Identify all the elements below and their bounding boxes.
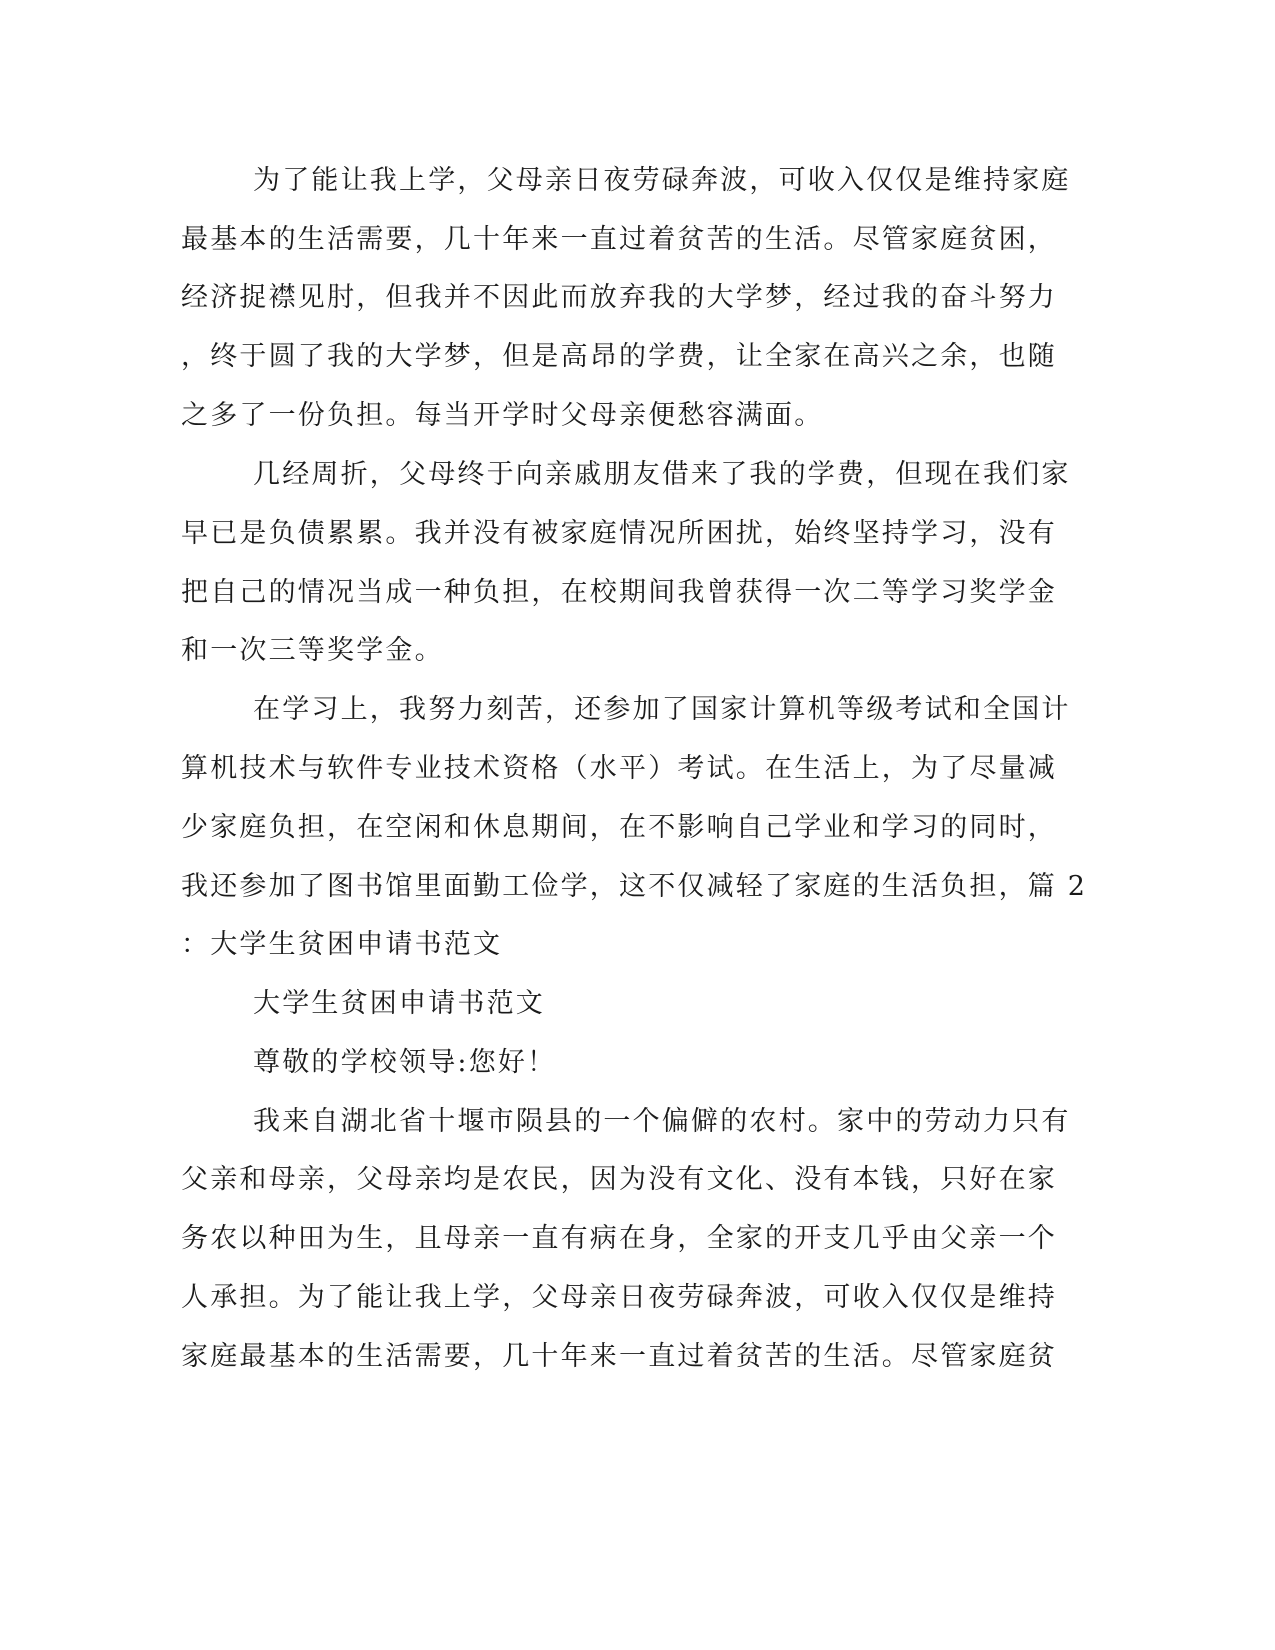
text-line: 我还参加了图书馆里面勤工俭学，这不仅减轻了家庭的生活负担，篇 2 (181, 871, 1088, 902)
text-line: 最基本的生活需要，几十年来一直过着贫苦的生活。尽管家庭贫困， (181, 224, 1057, 255)
text-line: 人承担。为了能让我上学，父母亲日夜劳碌奔波，可收入仅仅是维持 (181, 1282, 1057, 1313)
text-line: 早已是负债累累。我并没有被家庭情况所困扰，始终坚持学习，没有 (181, 518, 1057, 549)
salutation: 尊敬的学校领导:您好！ (253, 1047, 557, 1078)
text-line: 父亲和母亲，父母亲均是农民，因为没有文化、没有本钱，只好在家 (181, 1164, 1057, 1195)
text-line: 我来自湖北省十堰市陨县的一个偏僻的农村。家中的劳动力只有 (253, 1106, 1071, 1137)
text-line: 和一次三等奖学金。 (181, 635, 444, 666)
text-line: ：大学生贫困申请书范文 (181, 929, 503, 960)
text-line: 之多了一份负担。每当开学时父母亲便愁容满面。 (181, 400, 824, 431)
text-line: 算机技术与软件专业技术资格（水平）考试。在生活上，为了尽量减 (181, 753, 1057, 784)
section-heading: 大学生贫困申请书范文 (253, 988, 545, 1019)
text-line: 少家庭负担，在空闲和休息期间，在不影响自己学业和学习的同时， (181, 812, 1057, 843)
text-line: 把自己的情况当成一种负担，在校期间我曾获得一次二等学习奖学金 (181, 577, 1057, 608)
text-line: 几经周折，父母终于向亲戚朋友借来了我的学费，但现在我们家 (253, 459, 1071, 490)
text-line: ，终于圆了我的大学梦，但是高昂的学费，让全家在高兴之余，也随 (181, 341, 1057, 372)
text-line: 务农以种田为生，且母亲一直有病在身，全家的开支几乎由父亲一个 (181, 1223, 1057, 1254)
text-line: 在学习上，我努力刻苦，还参加了国家计算机等级考试和全国计 (253, 694, 1071, 725)
text-line: 家庭最基本的生活需要，几十年来一直过着贫苦的生活。尽管家庭贫 (181, 1341, 1057, 1372)
text-line: 经济捉襟见肘，但我并不因此而放弃我的大学梦，经过我的奋斗努力 (181, 282, 1057, 313)
text-line: 为了能让我上学，父母亲日夜劳碌奔波，可收入仅仅是维持家庭 (253, 165, 1071, 196)
